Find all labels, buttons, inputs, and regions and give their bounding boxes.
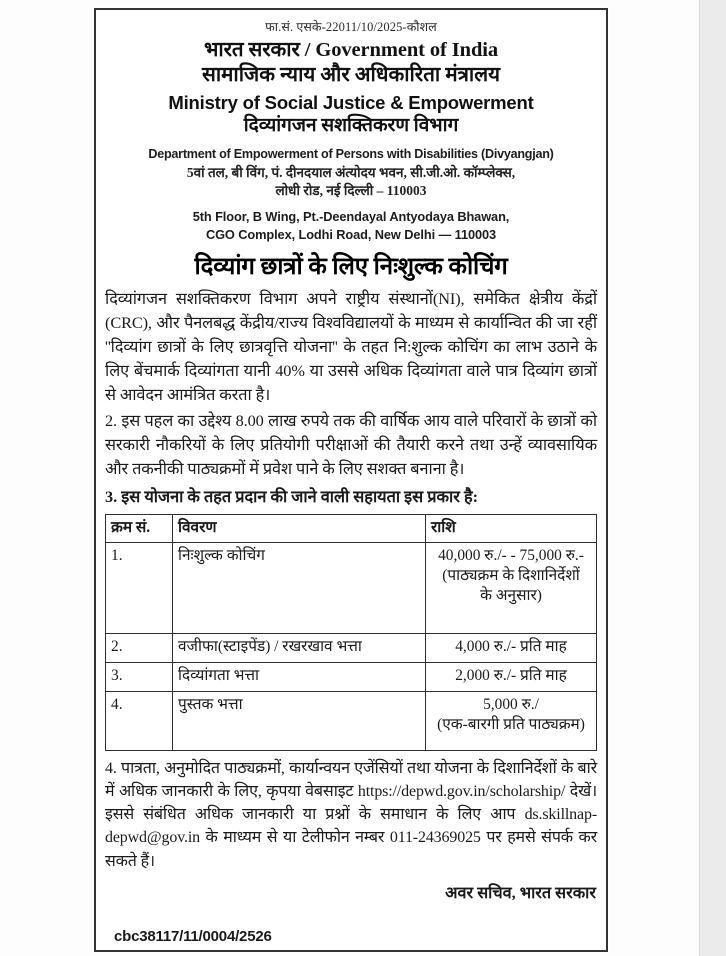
cbc-code: cbc38117/11/0004/2526 [114, 928, 272, 945]
paragraph-3-intro: 3. इस योजना के तहत प्रदान की जाने वाली सहायता इस प्रकार है: [105, 486, 479, 506]
row-1-amount-line-2: (पाठ्यक्रम के दिशानिर्देशों [442, 567, 580, 585]
row-4-amount [426, 691, 597, 750]
paragraph-4: 4. पात्रता, अनुमोदित पाठ्यक्रमों, कार्यान्वयन एजेंसियों तथा योजना के दिशानिर्देशों के बारे में अधिक जानकारी के लिए, कृपया वेबसाइट https://depwd.gov.in/scholarship/ देखें। इससे संबंधित अधिक जानकारी या प्रश्नों के समाधान के लिए आप ds.skillnap-depwd@gov.in के माध्यम से या टेलीफोन नम्बर 011-24369025 पर हमसे संपर्क कर सकते हैं। [105, 759, 597, 870]
row-4-amount-line-1: 5,000 रु./ [483, 695, 539, 713]
address-hindi-line-2: लोधी रोड, नई दिल्ली – 110003 [275, 183, 427, 199]
row-4-sr: 4. [106, 691, 173, 750]
paragraph-2: 2. इस पहल का उद्देश्य 8.00 लाख रुपये तक की वार्षिक आय वाले परिवारों के छात्रों को सरकारी नौकरियों के लिए प्रतियोगी परीक्षाओं की तैयारी करने तथा उन्हें व्यावसायिक और तकनीकी पाठ्यक्रमों में प्रवेश पाने के लिए सशक्त बनाना है। [105, 410, 597, 478]
paragraph-1: दिव्यांगजन सशक्तिकरण विभाग अपने राष्ट्रीय संस्थानों(NI), समेकित क्षेत्रीय केंद्रों (CRC), और पैनलबद्ध केंद्रीय/राज्य विश्वविद्यालयों के माध्यम से कार्यान्वित की जा रहीं ''दिव्यांग छात्रों के लिए छात्रवृत्ति योजना'' के तहत नि:शुल्क कोचिंग का लाभ उठाने के लिए बेंचमार्क दिव्यांगता यानी 40% या उससे अधिक दिव्यांगता वाले पात्र दिव्यांग छात्रों से आवेदन आमंत्रित करता है। [105, 288, 597, 404]
row-2-amount: 4,000 रु./- प्रति माह [426, 633, 597, 662]
row-2-sr: 2. [106, 633, 173, 662]
column-header-description: विवरण [173, 515, 426, 542]
department-name-english: Department of Empowerment of Persons with Disabilities (Divyangjan) [148, 147, 554, 162]
assistance-table [105, 514, 597, 750]
row-3-description: दिव्यांगता भत्ता [173, 662, 426, 691]
row-1-sr: 1. [106, 542, 173, 633]
row-1-amount-line-1: 40,000 रु./- - 75,000 रु.- [438, 546, 584, 564]
row-3-sr: 3. [106, 662, 173, 691]
signature-designation: अवर सचिव, भारत सरकार [445, 883, 596, 902]
table-row [106, 542, 597, 633]
page-right-gutter [700, 0, 726, 956]
table-row [106, 691, 597, 750]
column-header-amount: राशि [426, 515, 597, 542]
government-of-india-heading: भारत सरकार / Government of India [203, 39, 499, 61]
advertisement-box [94, 8, 608, 952]
row-1-amount-line-3: के अनुसार) [480, 587, 542, 605]
ministry-name-english: Ministry of Social Justice & Empowerment [168, 92, 534, 114]
department-name-hindi: दिव्यांगजन सशक्तिकरण विभाग [243, 115, 459, 137]
table-row [106, 662, 597, 691]
address-hindi-line-1: 5वां तल, बी विंग, पं. दीनदयाल अंत्योदय भवन, सी.जी.ओ. कॉम्प्लेक्स, [186, 164, 516, 180]
column-header-sr: क्रम सं. [106, 515, 173, 542]
row-3-amount: 2,000 रु./- प्रति माह [426, 662, 597, 691]
row-1-amount [426, 542, 597, 633]
advertisement-title: दिव्यांग छात्रों के लिए निःशुल्क कोचिंग [194, 254, 508, 281]
row-4-amount-line-2: (एक-बारगी प्रति पाठ्यक्रम) [437, 716, 585, 734]
row-1-description: निःशुल्क कोचिंग [173, 542, 426, 633]
address-english-line-2: CGO Complex, Lodhi Road, New Delhi — 110003 [205, 227, 497, 243]
table-row [106, 633, 597, 662]
ministry-name-hindi: सामाजिक न्याय और अधिकारिता मंत्रालय [202, 64, 500, 87]
row-4-description: पुस्तक भत्ता [173, 691, 426, 750]
advertisement-content [96, 10, 606, 950]
row-2-description: वजीफा(स्टाइपेंड) / रखरखाव भत्ता [173, 633, 426, 662]
table-header-row [106, 515, 597, 542]
address-english-line-1: 5th Floor, B Wing, Pt.-Deendayal Antyodaya Bhawan, [192, 209, 510, 224]
file-number: फा.सं. एसके-22011/10/2025-कौशल [265, 20, 437, 34]
